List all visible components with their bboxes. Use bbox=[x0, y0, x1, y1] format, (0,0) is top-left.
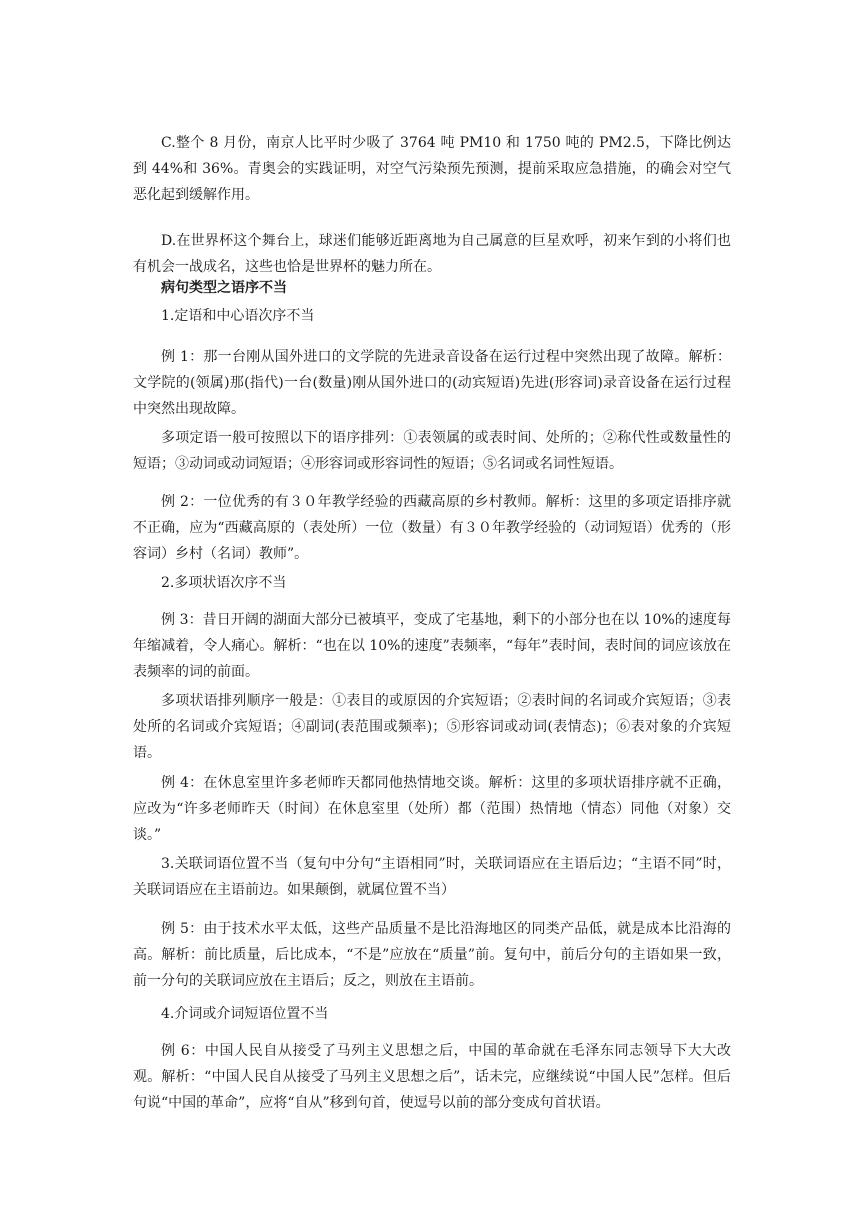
example-5-paragraph: 例 5：由于技术水平太低，这些产品质量不是比沿海地区的同类产品低，就是成本比沿海的高。解析：前比质量，后比成本，“不是”应放在“质量”前。复句中，前后分句的主语如果一致，前一分句的关联词应放在主语后；反之，则放在主语前。 bbox=[133, 921, 731, 989]
subheading-4: 4.介词或介词短语位置不当 bbox=[161, 1006, 329, 1022]
rule-1-paragraph: 多项定语一般可按照以下的语序排列：①表领属的或表时间、处所的；②称代性或数量性的短语；③动词或动词短语；④形容词或形容词性的短语；⑤名词或名词性短语。 bbox=[133, 430, 731, 472]
section-heading: 病句类型之语序不当 bbox=[161, 280, 287, 296]
example-4-paragraph: 例 4：在休息室里许多老师昨天都同他热情地交谈。解析：这里的多项状语排序就不正确，应改为“许多老师昨天（时间）在休息室里（处所）都（范围）热情地（情态）同他（对象）交谈。” bbox=[133, 775, 731, 843]
example-6-paragraph: 例 6：中国人民自从接受了马列主义思想之后，中国的革命就在毛泽东同志领导下大大改观。解析：“中国人民自从接受了马列主义思想之后”，话未完，应继续说“中国人民”怎样。但后句说“中国的革命”，应将“自从”移到句首，使逗号以前的部分变成句首状语。 bbox=[133, 1043, 731, 1111]
example-1-paragraph: 例 1：那一台刚从国外进口的文学院的先进录音设备在运行过程中突然出现了故障。解析：文学院的(领属)那(指代)一台(数量)刚从国外进口的(动宾短语)先进(形容词)录音设备在运行过程中突然出现故障。 bbox=[133, 349, 731, 417]
example-3-paragraph: 例 3：昔日开阔的湖面大部分已被填平，变成了宅基地，剩下的小部分也在以 10%的速度每年缩减着，令人痛心。解析：“也在以 10%的速度”表频率，“每年”表时间，表时间的词应该放在表频率的词的前面。 bbox=[133, 612, 731, 680]
subheading-3: 3.关联词语位置不当（复句中分句“主语相同”时，关联词语应在主语后边；“主语不同”时，关联词语应在主语前边。如果颠倒，就属位置不当） bbox=[133, 856, 731, 898]
subheading-1: 1.定语和中心语次序不当 bbox=[161, 308, 315, 324]
example-2-paragraph: 例 2：一位优秀的有３０年教学经验的西藏高原的乡村教师。解析：这里的多项定语排序就不正确，应为“西藏高原的（表处所）一位（数量）有３０年教学经验的（动词短语）优秀的（形容词）乡村（名词）教师”。 bbox=[133, 494, 731, 562]
option-c-paragraph: C.整个 8 月份，南京人比平时少吸了 3764 吨 PM10 和 1750 吨的 PM2.5，下降比例达到 44%和 36%。青奥会的实践证明，对空气污染预先预测，提前采取应急措施，的确会对空气恶化起到缓解作用。 bbox=[133, 135, 731, 203]
rule-2-paragraph: 多项状语排列顺序一般是：①表目的或原因的介宾短语；②表时间的名词或介宾短语；③表处所的名词或介宾短语；④副词(表范围或频率)；⑤形容词或动词(表情态)；⑥表对象的介宾短语。 bbox=[133, 693, 731, 761]
option-d-paragraph: D.在世界杯这个舞台上，球迷们能够近距离地为自己属意的巨星欢呼，初来乍到的小将们也有机会一战成名，这些也恰是世界杯的魅力所在。 bbox=[133, 233, 731, 275]
subheading-2: 2.多项状语次序不当 bbox=[161, 575, 287, 591]
